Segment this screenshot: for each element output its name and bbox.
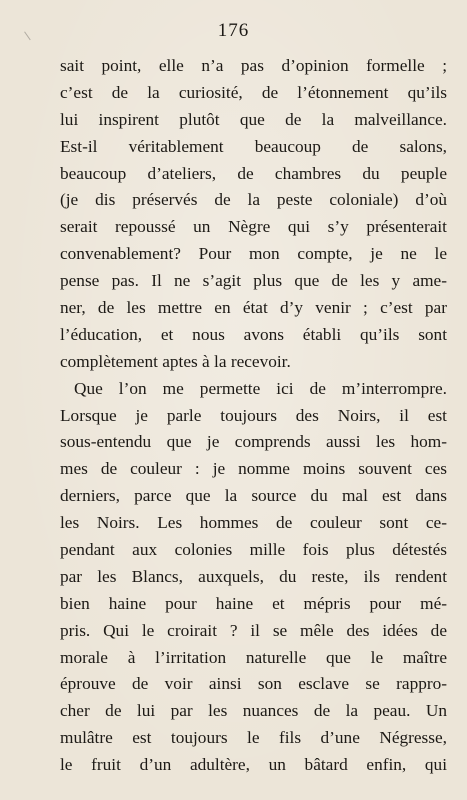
text-line: lui inspirent plutôt que de la malveillance. <box>60 109 447 129</box>
text-line: pris. Qui le croirait ? il se mêle des idées de <box>60 620 447 640</box>
text-line: Que l’on me permette ici de m’interrompre. <box>74 378 447 398</box>
text-line: c’est de la curiosité, de l’étonnement qu’ils <box>60 82 447 102</box>
text-line: les Noirs. Les hommes de couleur sont ce- <box>60 513 447 533</box>
body-text <box>60 53 447 779</box>
text-line: par les Blancs, auxquels, du reste, ils rendent <box>60 566 447 586</box>
text-line: (je dis préservés de la peste coloniale) d’où <box>60 190 447 210</box>
text-line: morale à l’irritation naturelle que le maître <box>60 647 447 667</box>
text-line: complètement aptes à la recevoir. <box>60 351 291 371</box>
text-line: mulâtre est toujours le fils d’une Négresse, <box>60 728 447 748</box>
text-line: cher de lui par les nuances de la peau. Un <box>60 701 447 721</box>
text-line: pendant aux colonies mille fois plus détestés <box>60 540 447 560</box>
text-line: beaucoup d’ateliers, de chambres du peuple <box>60 163 447 183</box>
text-line: derniers, parce que la source du mal est dans <box>60 486 447 506</box>
text-line: pense pas. Il ne s’agit plus que de les y ame- <box>60 271 447 291</box>
text-line: mes de couleur : je nomme moins souvent ces <box>60 459 447 479</box>
page-number: 176 <box>217 20 250 41</box>
text-line: Lorsque je parle toujours des Noirs, il est <box>60 405 447 425</box>
text-line: convenablement? Pour mon compte, je ne le <box>60 244 447 264</box>
text-line: sous-entendu que je comprends aussi les hom- <box>60 432 447 452</box>
text-line: éprouve de voir ainsi son esclave se rappro- <box>60 674 447 694</box>
text-line: l’éducation, et nous avons établi qu’ils sont <box>60 324 447 344</box>
text-line: Est-il véritablement beaucoup de salons, <box>60 136 447 156</box>
text-line: sait point, elle n’a pas d’opinion formelle ; <box>60 56 447 75</box>
text-line: le fruit d’un adultère, un bâtard enfin, qui <box>60 755 447 775</box>
text-line: ner, de les mettre en état d’y venir ; c’est par <box>60 298 447 318</box>
text-line: serait repoussé un Nègre qui s’y présenterait <box>60 217 447 237</box>
text-line: bien haine pour haine et mépris pour mé- <box>60 593 447 613</box>
